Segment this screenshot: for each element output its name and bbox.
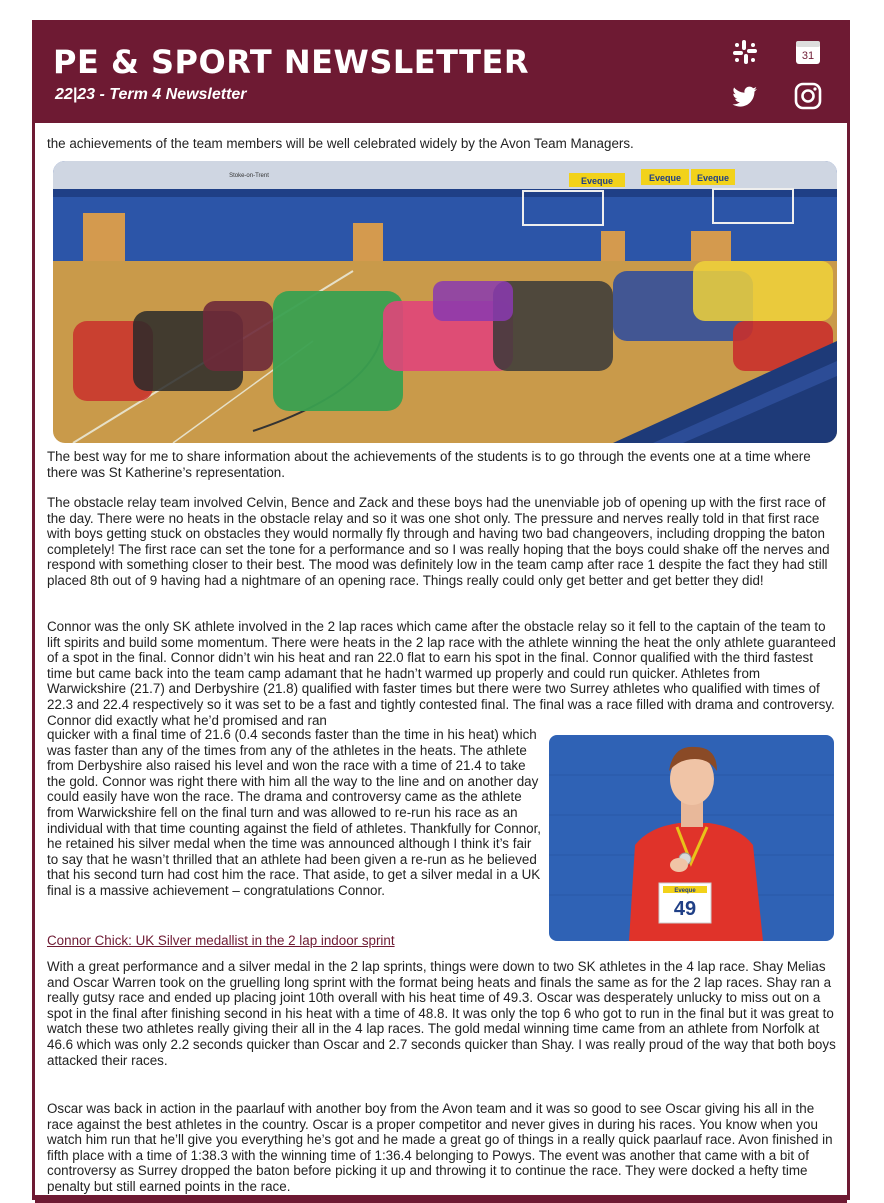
banner-2-text: Eveque: [648, 173, 682, 183]
calendar-day: 31: [801, 50, 815, 62]
paragraph-paarlauf: Oscar was back in action in the paarlauf with another boy from the Avon team and it was so good to see Oscar giving his all in the race against the best athletes in the country. Oscar is a proper competitor and never gives in during his races. You know when you watch him run that he’ll give you everything he’s got and he made a great go of things in a really quick paarlauf race. Avon finished in fifth place with a time of 1:38.3 with the winning time of 1:36.4 belonging to Powys. The event was another that came with a bit of controversy as Surrey dropped the baton before picking it up and throwing it to continue the race. They were docked a hefty time penalty but still earned points in the race.: [47, 1101, 833, 1194]
paragraph-events-intro: The best way for me to share information about the achievements of the students is to go through the events one at a time where there was St Katherine’s representation.: [47, 449, 811, 480]
banner-3-text: Eveque: [696, 173, 730, 183]
newsletter-header: [35, 23, 847, 123]
slack-icon[interactable]: [730, 37, 760, 67]
connor-chick-link[interactable]: Connor Chick: UK Silver medallist in the 2 lap indoor sprint: [47, 933, 395, 948]
page-title: PE & SPORT NEWSLETTER: [53, 43, 529, 81]
paragraph-obstacle-relay: The obstacle relay team involved Celvin, Bence and Zack and these boys had the unenviable job of opening up with the first race of the day. There were no heats in the obstacle relay and so it was one shot only. The pressure and nerves really told in that first race with boys getting stuck on obstacles they would normally fly through and having two bad changeovers, including dropping the baton completely! The first race can set the tone for a performance and so I was really hoping that the boys could shake off the nerves and respond with something closer to their best. The mood was definitely low in the team camp after race 1 despite the fact they had still placed 8th out of 9 having had a nightmare of an opening race. Things really could only get better and get better they did!: [47, 495, 830, 588]
venue-sign: Stoke-on-Trent: [229, 173, 269, 179]
bib-number: 49: [673, 898, 697, 920]
athlete-medal-photo: [549, 735, 834, 941]
paragraph-two-lap-final: quicker with a final time of 21.6 (0.4 seconds faster than the time in his heat) which was faster than any of the times from any of the athletes in the heats. The athlete from Derbyshire also raised his level and won the race with a time of 21.4 to take the gold. Connor was right there with him all the way to the line and on another day could easily have won the race. The drama and controversy came as the athlete from Warwickshire fell on the final turn and was allowed to re-run his race as an individual with that time counting against the field of athletes. Thankfully for Connor, he retained his silver medal when the time was announced although I think it’s fair to say that he wasn’t thrilled that an athlete had been given a re-run as he believed that his second turn had cost him the race. That aside, to get a silver medal in a UK final is a massive achievement – congratulations Connor.: [47, 727, 542, 898]
paragraph-four-lap: With a great performance and a silver medal in the 2 lap sprints, things were down to two SK athletes in the 4 lap race. Shay Melias and Oscar Warren took on the gruelling long sprint with the format being heats and finals the same as for the 2 lap races. Shay ran a really gutsy race and ended up placing joint 10th overall with his heat time of 49.3. Oscar was desperately unlucky to miss out on a spot in the final after finishing second in his heat with a time of 48.8. It was only the top 6 who got to run in the final but it was great to watch these two athletes really giving their all in the 4 lap races. The gold medal winning time came from an athlete from Norfolk at 46.6 which was only 2.2 seconds quicker than Oscar and 2.7 seconds quicker than Shay. I was really proud of the way that both boys attacked their races.: [47, 959, 836, 1068]
banner-1-text: Eveque: [580, 176, 614, 186]
calendar-icon[interactable]: [793, 37, 823, 67]
footer-bar: [35, 1195, 847, 1203]
bib-brand: Eveque: [674, 888, 696, 894]
paragraph-intro: the achievements of the team members will be well celebrated widely by the Avon Team Managers.: [47, 136, 634, 151]
event-hall-photo: [53, 161, 837, 443]
instagram-icon[interactable]: [793, 81, 823, 111]
page-subtitle: 22|23 - Term 4 Newsletter: [55, 86, 247, 103]
twitter-icon[interactable]: [730, 81, 760, 111]
paragraph-two-lap: Connor was the only SK athlete involved in the 2 lap races which came after the obstacle relay so it fell to the captain of the team to lift spirits and build some momentum. There were heats in the 2 lap race with the athlete winning the heat the only athlete guaranteed of a spot in the final. Connor didn’t win his heat and ran 22.0 flat to earn his spot in the final. Connor qualified with the third fastest time but came back into the team camp adamant that he hadn’t warmed up properly and could run quicker. Athletes from Warwickshire (21.7) and Derbyshire (21.8) qualified with faster times but there were two Surrey athletes who qualified with times of 22.3 and 22.4 respectively so it was set to be a fast and tightly contested final. The final was a race filled with drama and controversy. Connor did exactly what he’d promised and ran: [47, 619, 836, 728]
newsletter-page: [32, 20, 850, 1200]
